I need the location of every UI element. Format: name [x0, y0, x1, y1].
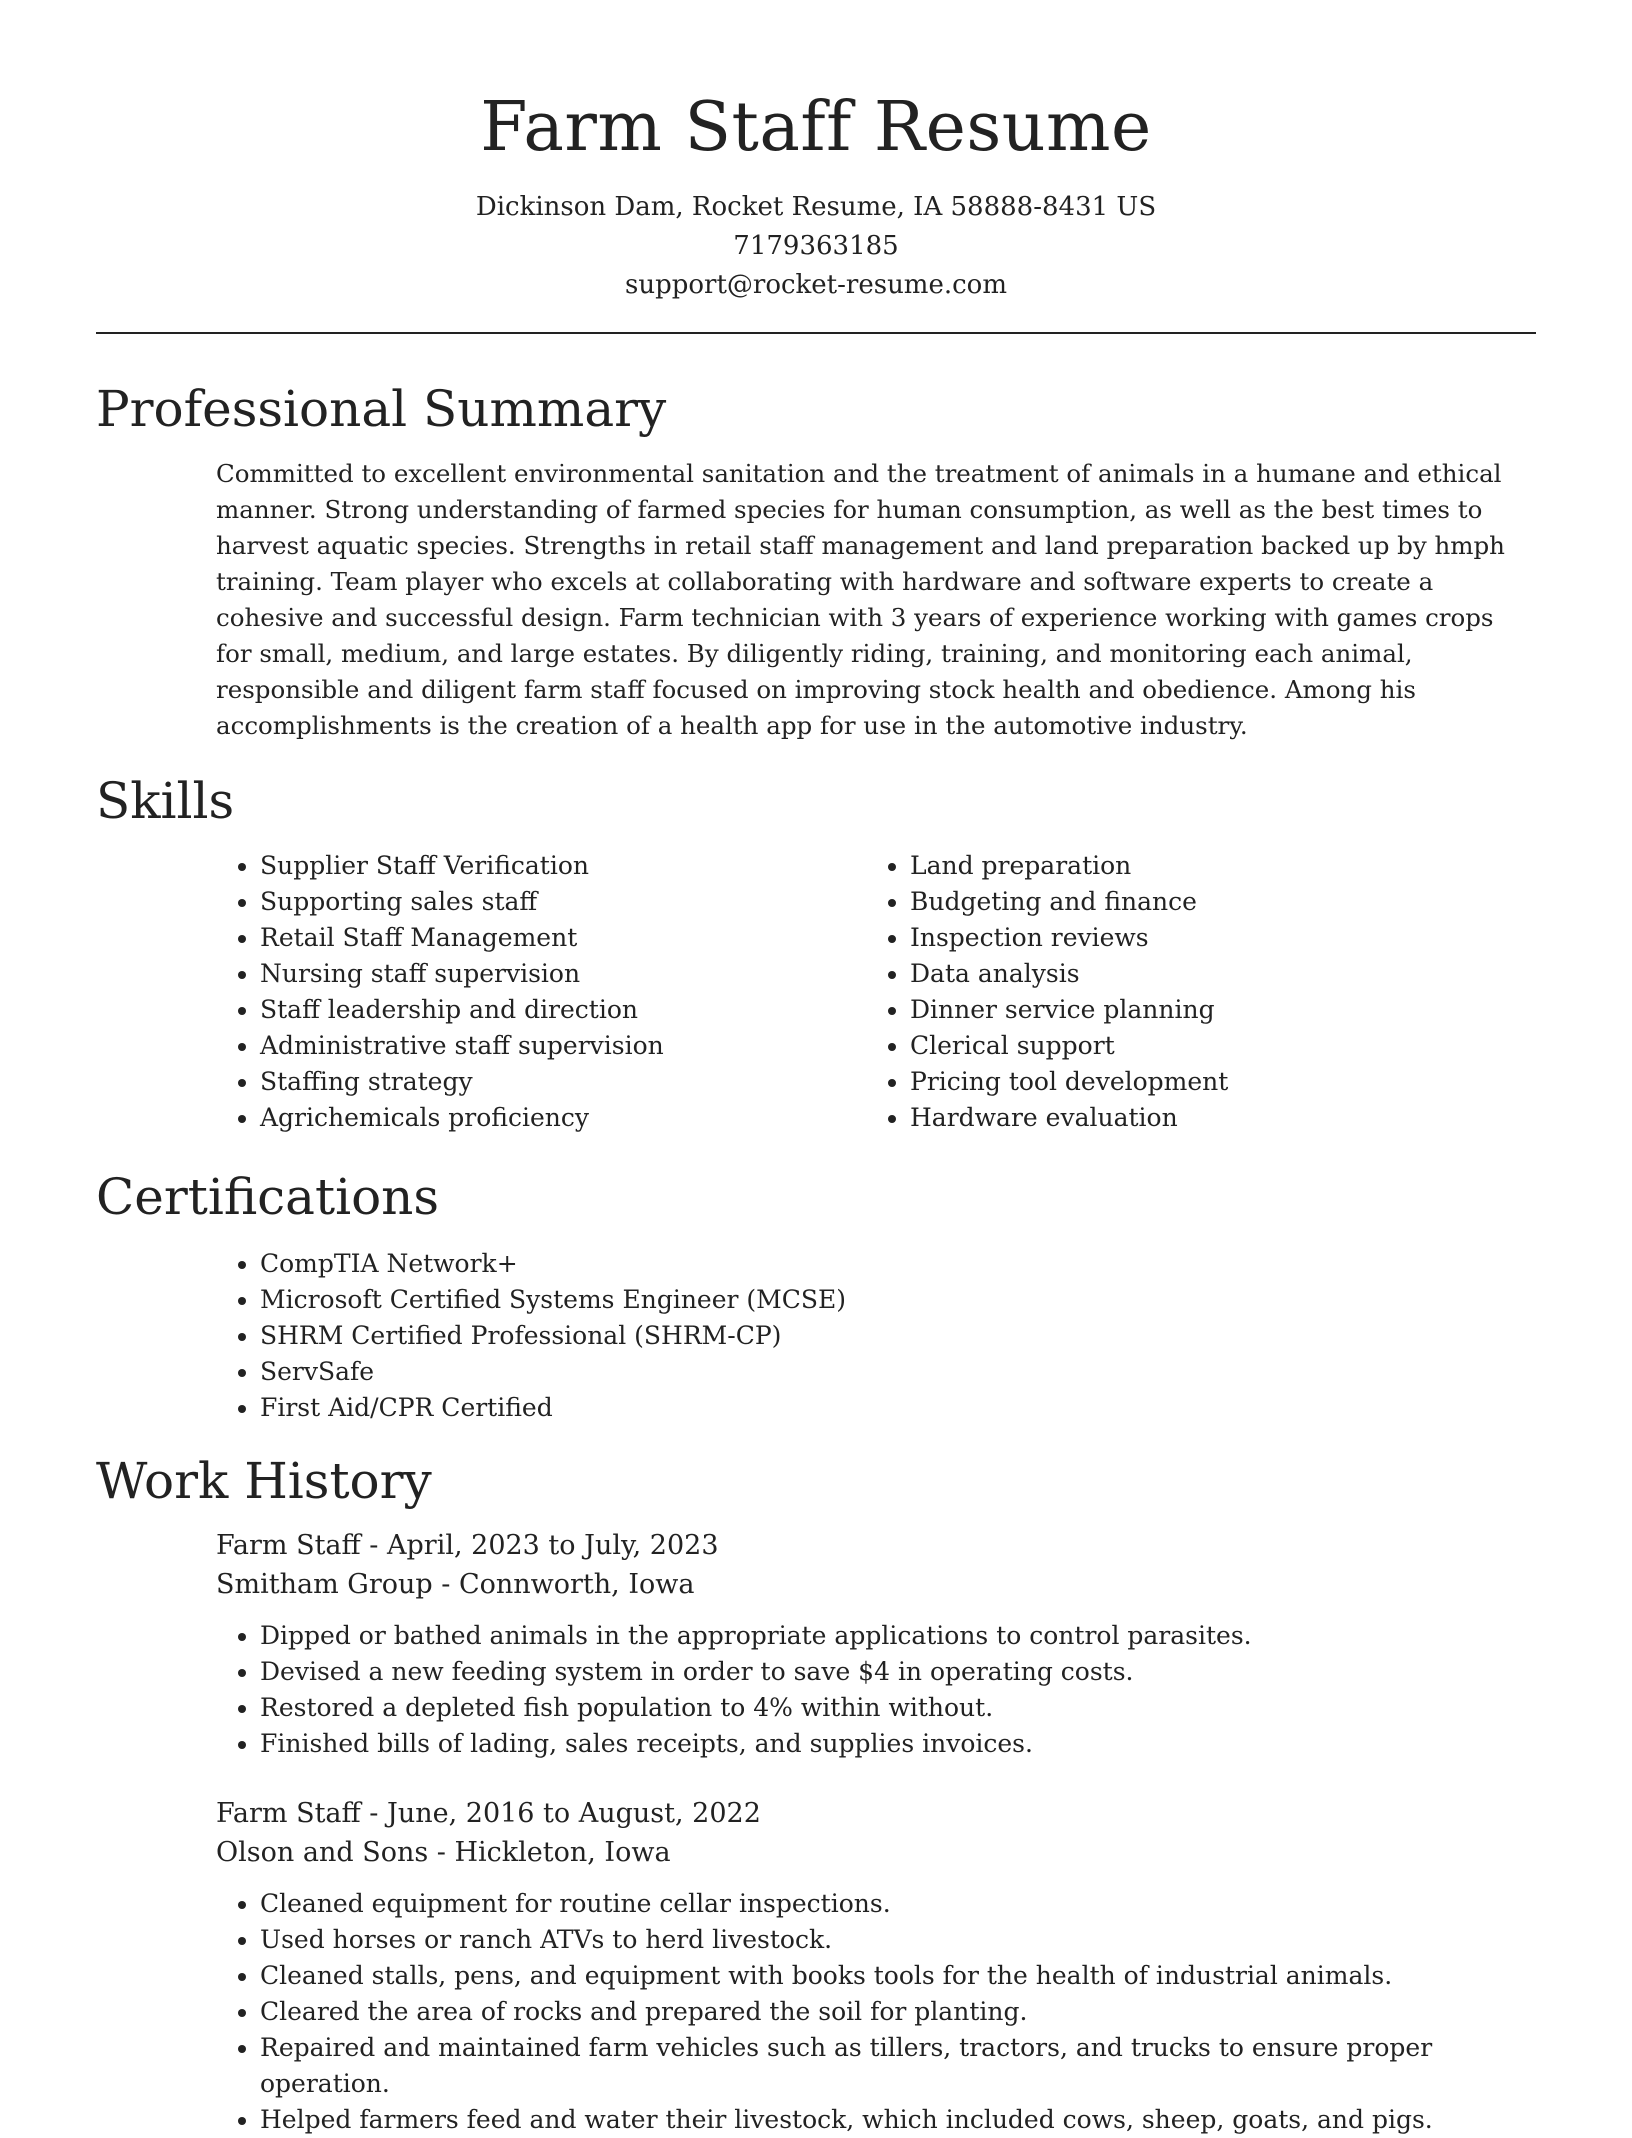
- skills-section: [96, 768, 1536, 1136]
- skill-item: • Inspection reviews: [910, 920, 1516, 956]
- summary-text: Committed to excellent environmental sanitation and the treatment of animals in a humane and ethical manner. Strong understanding of farmed species for human consumption, as well as the best times to harvest aquatic species. Strengths in retail staff management and land preparation backed up by hmph training. Team player who excels at collaborating with hardware and software experts to create a cohesive and successful design. Farm technician with 3 years of experience working with games crops for small, medium, and large estates. By diligently riding, training, and monitoring each animal, responsible and diligent farm staff focused on improving stock health and obedience. Among his accomplishments is the creation of a health app for use in the automotive industry.: [216, 459, 1505, 740]
- certification-item: • SHRM Certified Professional (SHRM-CP): [260, 1318, 1536, 1354]
- skill-item: • Staffing strategy: [260, 1064, 866, 1100]
- job-title-line: Farm Staff - June, 2016 to August, 2022: [216, 1798, 761, 1829]
- summary-heading: Professional Summary: [96, 380, 667, 438]
- job-dates: April, 2023 to July, 2023: [387, 1530, 719, 1561]
- skill-item: • Dinner service planning: [910, 992, 1516, 1028]
- work-history-section: [96, 1448, 1536, 2138]
- skills-heading: Skills: [96, 772, 235, 830]
- job-bullet: • Restored a depleted fish population to 4% within without.: [260, 1690, 1536, 1726]
- job-title: Farm Staff: [216, 1530, 361, 1561]
- skill-item: • Staff leadership and direction: [260, 992, 866, 1028]
- job-bullet: • Repaired and maintained farm vehicles such as tillers, tractors, and trucks to ensure proper operation.: [260, 2030, 1536, 2102]
- skill-item: • Administrative staff supervision: [260, 1028, 866, 1064]
- job-title-line: Farm Staff - April, 2023 to July, 2023: [216, 1530, 719, 1561]
- skill-item: • Pricing tool development: [910, 1064, 1516, 1100]
- certification-item: • First Aid/CPR Certified: [260, 1390, 1536, 1426]
- skills-column-left: [216, 848, 866, 1136]
- job-entry: [216, 1526, 1536, 1762]
- address: Dickinson Dam, Rocket Resume, IA 58888-8431 US: [475, 192, 1157, 222]
- certifications-section: [96, 1164, 1536, 1426]
- resume-header: [96, 0, 1536, 305]
- certifications-heading: Certifications: [96, 1168, 440, 1226]
- skill-item: • Data analysis: [910, 956, 1516, 992]
- summary-section: [96, 376, 1536, 744]
- job-bullet: • Devised a new feeding system in order to save $4 in operating costs.: [260, 1654, 1536, 1690]
- skill-item: • Land preparation: [910, 848, 1516, 884]
- job-company-line: Olson and Sons - Hickleton, Iowa: [216, 1837, 671, 1868]
- job-bullet: • Used horses or ranch ATVs to herd livestock.: [260, 1922, 1536, 1958]
- job-bullet: • Cleared the area of rocks and prepared the soil for planting.: [260, 1994, 1536, 2030]
- job-bullets: [216, 1886, 1536, 2138]
- certifications-list: [216, 1246, 1536, 1426]
- skill-item: • Agrichemicals proficiency: [260, 1100, 866, 1136]
- email: support@rocket-resume.com: [624, 270, 1007, 300]
- job-company: Smitham Group: [216, 1569, 433, 1600]
- contact-block: [96, 188, 1536, 305]
- certification-item: • ServSafe: [260, 1354, 1536, 1390]
- certification-item: • Microsoft Certified Systems Engineer (MCSE): [260, 1282, 1536, 1318]
- job-title: Farm Staff: [216, 1798, 361, 1829]
- skill-item: • Clerical support: [910, 1028, 1516, 1064]
- phone: 7179363185: [733, 231, 899, 261]
- job-company: Olson and Sons: [216, 1837, 429, 1868]
- skill-item: • Budgeting and finance: [910, 884, 1516, 920]
- skills-grid: [216, 848, 1536, 1136]
- job-bullet: • Finished bills of lading, sales receipts, and supplies invoices.: [260, 1726, 1536, 1762]
- skill-item: • Nursing staff supervision: [260, 956, 866, 992]
- job-entry: [216, 1794, 1536, 2138]
- job-location: Connworth, Iowa: [458, 1569, 695, 1600]
- certification-item: • CompTIA Network+: [260, 1246, 1536, 1282]
- skill-item: • Supplier Staff Verification: [260, 848, 866, 884]
- work-history-heading: Work History: [96, 1452, 432, 1510]
- job-location: Hickleton, Iowa: [454, 1837, 671, 1868]
- skill-item: • Retail Staff Management: [260, 920, 866, 956]
- job-bullet: • Cleaned stalls, pens, and equipment with books tools for the health of industrial animals.: [260, 1958, 1536, 1994]
- job-bullet: • Cleaned equipment for routine cellar inspections.: [260, 1886, 1536, 1922]
- skills-column-right: [866, 848, 1516, 1136]
- job-bullet: • Helped farmers feed and water their livestock, which included cows, sheep, goats, and pigs.: [260, 2102, 1536, 2138]
- skill-item: • Supporting sales staff: [260, 884, 866, 920]
- resume-title: Farm Staff Resume: [480, 88, 1152, 167]
- job-bullet: • Dipped or bathed animals in the appropriate applications to control parasites.: [260, 1618, 1536, 1654]
- job-company-line: Smitham Group - Connworth, Iowa: [216, 1569, 695, 1600]
- header-divider: [96, 332, 1536, 334]
- job-bullets: [216, 1618, 1536, 1762]
- job-dates: June, 2016 to August, 2022: [387, 1798, 761, 1829]
- skill-item: • Hardware evaluation: [910, 1100, 1516, 1136]
